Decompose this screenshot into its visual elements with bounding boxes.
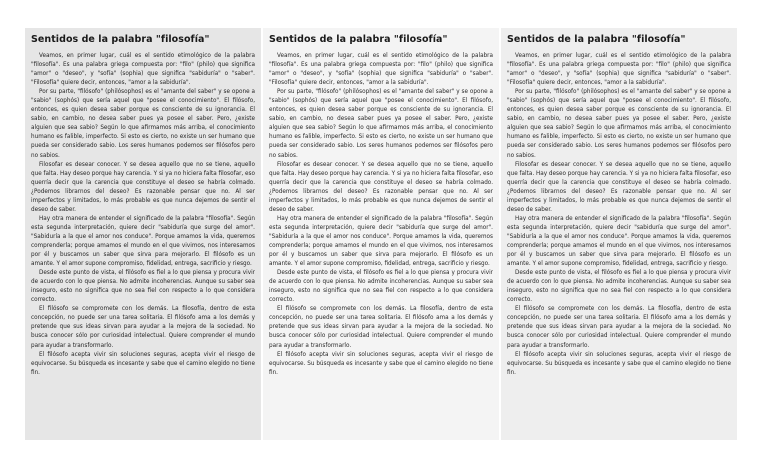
- paragraph: Filosofar es desear conocer. Y se desea aquello que no se tiene, aquello que falta. Hay deseo porque hay carencia. Y si ya no hiciera falta filosofar, eso querría decir que la carencia que constituye el deseo se habría colmado. ¿Podemos librarnos del deseo? Es razonable pensar que no. Al ser imperfectos y limitados, lo más probable es que nunca dejemos de sentir el deseo de saber.: [31, 161, 255, 213]
- page-scan-1: [25, 28, 261, 440]
- page-title: Sentidos de la palabra "filosofía": [507, 34, 686, 45]
- paragraph: Filosofar es desear conocer. Y se desea aquello que no se tiene, aquello que falta. Hay deseo porque hay carencia. Y si ya no hiciera falta filosofar, eso querría decir que la carencia que constituye el deseo se habría colmado. ¿Podemos librarnos del deseo? Es razonable pensar que no. Al ser imperfectos y limitados, lo más probable es que nunca dejemos de sentir el deseo de saber.: [507, 161, 731, 213]
- paragraph: Por su parte, "filósofo" (philósophos) es el "amante del saber" y se opone a "sabio" (sophós) que sería aquel que "posee el conocimiento". El filósofo, entonces, es quien desea saber porque es consciente de su ignorancia. El sabio, en cambio, no desea saber pues ya posee el saber. Pero, ¿existe alguien que sea sabio? Según lo que afirmamos más arriba, el conocimiento humano es falible, imperfecto. Si esto es cierto, no existe un ser humano que pueda ser considerado sabio. Los seres humanos podemos ser filósofos pero no sabios.: [507, 89, 731, 159]
- page-body: [31, 52, 255, 378]
- paragraph: El filósofo se compromete con los demás. La filosofía, dentro de esta concepción, no puede ser una tarea solitaria. El filósofo ama a los demás y pretende que sus ideas sirvan para ayudar a la mejora de la sociedad. No busca conocer sólo por curiosidad intelectual. Quiere comprender el mundo para ayudar a transformarlo.: [269, 306, 493, 349]
- paragraph: Filosofar es desear conocer. Y se desea aquello que no se tiene, aquello que falta. Hay deseo porque hay carencia. Y si ya no hiciera falta filosofar, eso querría decir que la carencia que constituye el deseo se habría colmado. ¿Podemos librarnos del deseo? Es razonable pensar que no. Al ser imperfectos y limitados, lo más probable es que nunca dejemos de sentir el deseo de saber.: [269, 161, 493, 213]
- paragraph: Hay otra manera de entender el significado de la palabra "filosofía". Según esta segunda interpretación, quiere decir "sabiduría que surge del amor". "Sabiduría a la que el amor nos conduce". Porque amamos la vida, queremos comprenderla; porque amamos el mundo en el que vivimos, nos interesamos por él y buscamos un saber que sirva para mejorarlo. El filósofo es un amante. Y el amor supone compromiso, fidelidad, entrega, sacrificio y riesgo.: [269, 215, 493, 268]
- paragraph: Hay otra manera de entender el significado de la palabra "filosofía". Según esta segunda interpretación, quiere decir "sabiduría que surge del amor". "Sabiduría a la que el amor nos conduce". Porque amamos la vida, queremos comprenderla; porque amamos el mundo en el que vivimos, nos interesamos por él y buscamos un saber que sirva para mejorarlo. El filósofo es un amante. Y el amor supone compromiso, fidelidad, entrega, sacrificio y riesgo.: [507, 215, 731, 268]
- paragraph: Por su parte, "filósofo" (philósophos) es el "amante del saber" y se opone a "sabio" (sophós) que sería aquel que "posee el conocimiento". El filósofo, entonces, es quien desea saber porque es consciente de su ignorancia. El sabio, en cambio, no desea saber pues ya posee el saber. Pero, ¿existe alguien que sea sabio? Según lo que afirmamos más arriba, el conocimiento humano es falible, imperfecto. Si esto es cierto, no existe un ser humano que pueda ser considerado sabio. Los seres humanos podemos ser filósofos pero no sabios.: [31, 89, 255, 159]
- paragraph: El filósofo se compromete con los demás. La filosofía, dentro de esta concepción, no puede ser una tarea solitaria. El filósofo ama a los demás y pretende que sus ideas sirvan para ayudar a la mejora de la sociedad. No busca conocer sólo por curiosidad intelectual. Quiere comprender el mundo para ayudar a transformarlo.: [507, 306, 731, 349]
- paragraph: Hay otra manera de entender el significado de la palabra "filosofía". Según esta segunda interpretación, quiere decir "sabiduría que surge del amor". "Sabiduría a la que el amor nos conduce". Porque amamos la vida, queremos comprenderla; porque amamos el mundo en el que vivimos, nos interesamos por él y buscamos un saber que sirva para mejorarlo. El filósofo es un amante. Y el amor supone compromiso, fidelidad, entrega, sacrificio y riesgo.: [31, 215, 255, 268]
- page-title: Sentidos de la palabra "filosofía": [31, 34, 210, 45]
- paragraph: Veamos, en primer lugar, cuál es el sentido etimológico de la palabra "filosofía". Es una palabra griega compuesta por: "filo" (philo) que significa "amor" o "deseo", y "sofía" (sophia) que significa "sabiduría" o "saber". "Filosofía" quiere decir, entonces, "amor a la sabiduría".: [269, 53, 493, 87]
- paragraph: El filósofo se compromete con los demás. La filosofía, dentro de esta concepción, no puede ser una tarea solitaria. El filósofo ama a los demás y pretende que sus ideas sirvan para ayudar a la mejora de la sociedad. No busca conocer sólo por curiosidad intelectual. Quiere comprender el mundo para ayudar a transformarlo.: [31, 306, 255, 349]
- page-scan-2: [263, 28, 499, 440]
- paragraph: El filósofo acepta vivir sin soluciones seguras, acepta vivir el riesgo de equivocarse. Su búsqueda es incesante y sabe que el camino elegido no tiene fin.: [269, 351, 493, 376]
- paragraph: Veamos, en primer lugar, cuál es el sentido etimológico de la palabra "filosofía". Es una palabra griega compuesta por: "filo" (philo) que significa "amor" o "deseo", y "sofía" (sophia) que significa "sabiduría" o "saber". "Filosofía" quiere decir, entonces, "amor a la sabiduría".: [31, 53, 255, 87]
- paragraph: Desde este punto de vista, el filósofo es fiel a lo que piensa y procura vivir de acuerdo con lo que piensa. No admite incoherencias. Aunque su saber sea inseguro, esto no significa que no sea fiel con respecto a lo que considera correcto.: [507, 270, 731, 304]
- paragraph: Veamos, en primer lugar, cuál es el sentido etimológico de la palabra "filosofía". Es una palabra griega compuesta por: "filo" (philo) que significa "amor" o "deseo", y "sofía" (sophia) que significa "sabiduría" o "saber". "Filosofía" quiere decir, entonces, "amor a la sabiduría".: [507, 53, 731, 87]
- paragraph: Desde este punto de vista, el filósofo es fiel a lo que piensa y procura vivir de acuerdo con lo que piensa. No admite incoherencias. Aunque su saber sea inseguro, esto no significa que no sea fiel con respecto a lo que considera correcto.: [31, 270, 255, 304]
- paragraph: Desde este punto de vista, el filósofo es fiel a lo que piensa y procura vivir de acuerdo con lo que piensa. No admite incoherencias. Aunque su saber sea inseguro, esto no significa que no sea fiel con respecto a lo que considera correcto.: [269, 270, 493, 304]
- page-body: [507, 52, 731, 378]
- paragraph: Por su parte, "filósofo" (philósophos) es el "amante del saber" y se opone a "sabio" (sophós) que sería aquel que "posee el conocimiento". El filósofo, entonces, es quien desea saber porque es consciente de su ignorancia. El sabio, en cambio, no desea saber pues ya posee el saber. Pero, ¿existe alguien que sea sabio? Según lo que afirmamos más arriba, el conocimiento humano es falible, imperfecto. Si esto es cierto, no existe un ser humano que pueda ser considerado sabio. Los seres humanos podemos ser filósofos pero no sabios.: [269, 89, 493, 159]
- page-title: Sentidos de la palabra "filosofía": [269, 34, 448, 45]
- paragraph: El filósofo acepta vivir sin soluciones seguras, acepta vivir el riesgo de equivocarse. Su búsqueda es incesante y sabe que el camino elegido no tiene fin.: [507, 351, 731, 376]
- paragraph: El filósofo acepta vivir sin soluciones seguras, acepta vivir el riesgo de equivocarse. Su búsqueda es incesante y sabe que el camino elegido no tiene fin.: [31, 351, 255, 376]
- page-body: [269, 52, 493, 378]
- page-scan-3: [501, 28, 737, 440]
